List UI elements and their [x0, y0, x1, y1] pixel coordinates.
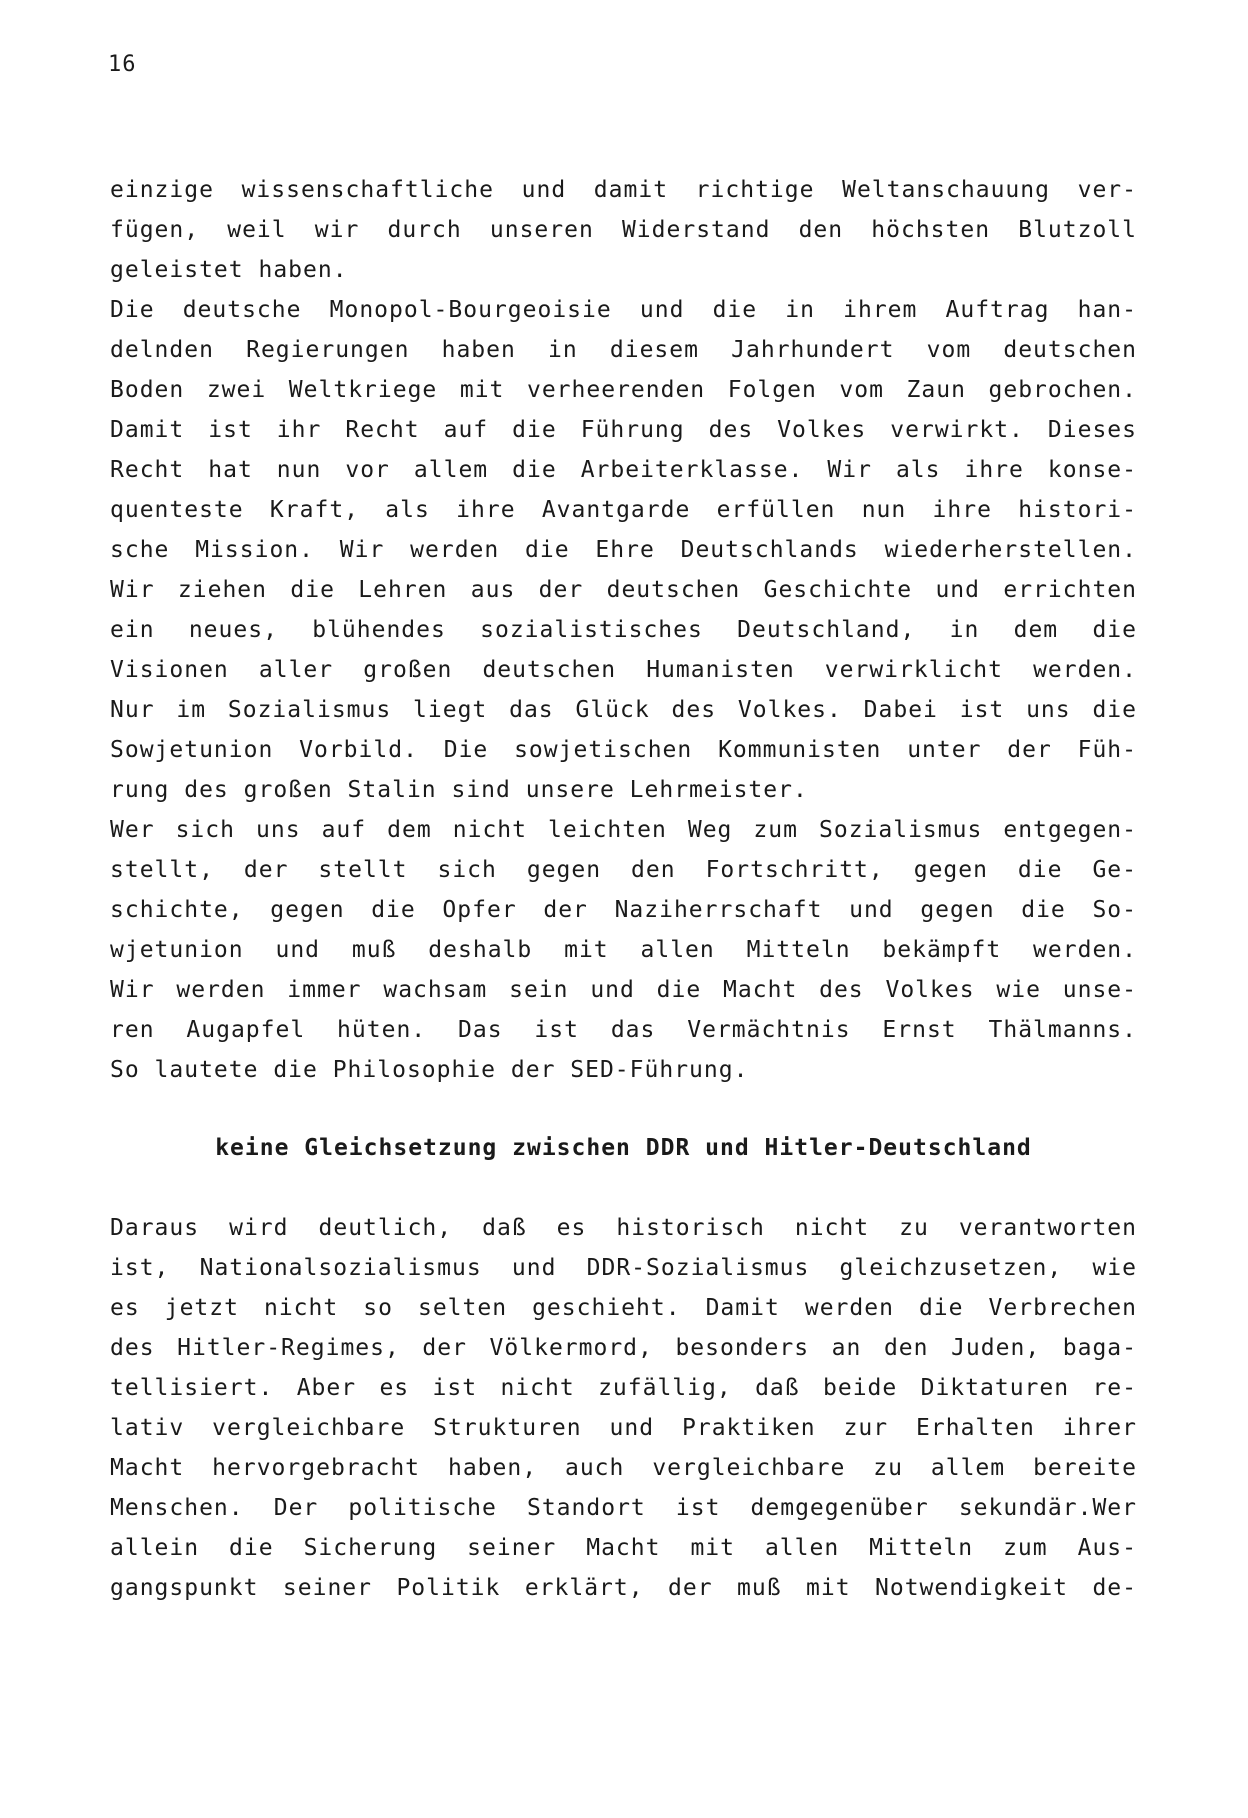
- text-line: Nur im Sozialismus liegt das Glück des Volkes. Dabei ist uns die: [110, 697, 1137, 723]
- text-line: fügen, weil wir durch unseren Widerstand den höchsten Blutzoll: [110, 217, 1137, 243]
- text-line: So lautete die Philosophie der SED-Führung.: [110, 1057, 749, 1083]
- text-line: Wir ziehen die Lehren aus der deutschen Geschichte und errichten: [110, 577, 1137, 603]
- text-line: rung des großen Stalin sind unsere Lehrmeister.: [110, 777, 808, 803]
- text-line: Recht hat nun vor allem die Arbeiterklasse. Wir als ihre konse-: [110, 457, 1137, 483]
- text-line: wjetunion und muß deshalb mit allen Mitteln bekämpft werden.: [110, 937, 1137, 963]
- text-line: gangspunkt seiner Politik erklärt, der muß mit Notwendigkeit de-: [110, 1575, 1137, 1601]
- paragraph-2: [110, 1208, 1137, 1608]
- text-line: Wer sich uns auf dem nicht leichten Weg zum Sozialismus entgegen-: [110, 817, 1137, 843]
- text-line: Visionen aller großen deutschen Humanisten verwirklicht werden.: [110, 657, 1137, 683]
- text-line: Boden zwei Weltkriege mit verheerenden Folgen vom Zaun gebrochen.: [110, 377, 1137, 403]
- text-line: ein neues, blühendes sozialistisches Deutschland, in dem die: [110, 617, 1137, 643]
- text-line: Die deutsche Monopol-Bourgeoisie und die in ihrem Auftrag han-: [110, 297, 1137, 323]
- text-line: delnden Regierungen haben in diesem Jahrhundert vom deutschen: [110, 337, 1137, 363]
- text-line: ist, Nationalsozialismus und DDR-Sozialismus gleichzusetzen, wie: [110, 1255, 1137, 1281]
- text-line: Daraus wird deutlich, daß es historisch nicht zu verantworten: [110, 1215, 1137, 1241]
- text-line: Damit ist ihr Recht auf die Führung des Volkes verwirkt. Dieses: [110, 417, 1137, 443]
- text-line: ren Augapfel hüten. Das ist das Vermächtnis Ernst Thälmanns.: [110, 1017, 1137, 1043]
- text-line: lativ vergleichbare Strukturen und Praktiken zur Erhalten ihrer: [110, 1415, 1137, 1441]
- page-number: 16: [108, 52, 137, 77]
- text-line: es jetzt nicht so selten geschieht. Damit werden die Verbrechen: [110, 1295, 1137, 1321]
- text-line: einzige wissenschaftliche und damit richtige Weltanschauung ver-: [110, 177, 1137, 203]
- text-line: Sowjetunion Vorbild. Die sowjetischen Kommunisten unter der Füh-: [110, 737, 1137, 763]
- text-line: tellisiert. Aber es ist nicht zufällig, daß beide Diktaturen re-: [110, 1375, 1137, 1401]
- section-heading: keine Gleichsetzung zwischen DDR und Hitler-Deutschland: [215, 1135, 1032, 1161]
- text-line: Menschen. Der politische Standort ist demgegenüber sekundär.Wer: [110, 1495, 1137, 1521]
- text-line: stellt, der stellt sich gegen den Fortschritt, gegen die Ge-: [110, 857, 1137, 883]
- text-line: schichte, gegen die Opfer der Naziherrschaft und gegen die So-: [110, 897, 1137, 923]
- text-line: Wir werden immer wachsam sein und die Macht des Volkes wie unse-: [110, 977, 1137, 1003]
- text-line: sche Mission. Wir werden die Ehre Deutschlands wiederherstellen.: [110, 537, 1137, 563]
- text-line: allein die Sicherung seiner Macht mit allen Mitteln zum Aus-: [110, 1535, 1137, 1561]
- paragraph-1: [110, 170, 1137, 1090]
- text-line: Macht hervorgebracht haben, auch vergleichbare zu allem bereite: [110, 1455, 1137, 1481]
- text-line: geleistet haben.: [110, 257, 348, 283]
- text-line: quenteste Kraft, als ihre Avantgarde erfüllen nun ihre histori-: [110, 497, 1137, 523]
- text-line: des Hitler-Regimes, der Völkermord, besonders an den Juden, baga-: [110, 1335, 1137, 1361]
